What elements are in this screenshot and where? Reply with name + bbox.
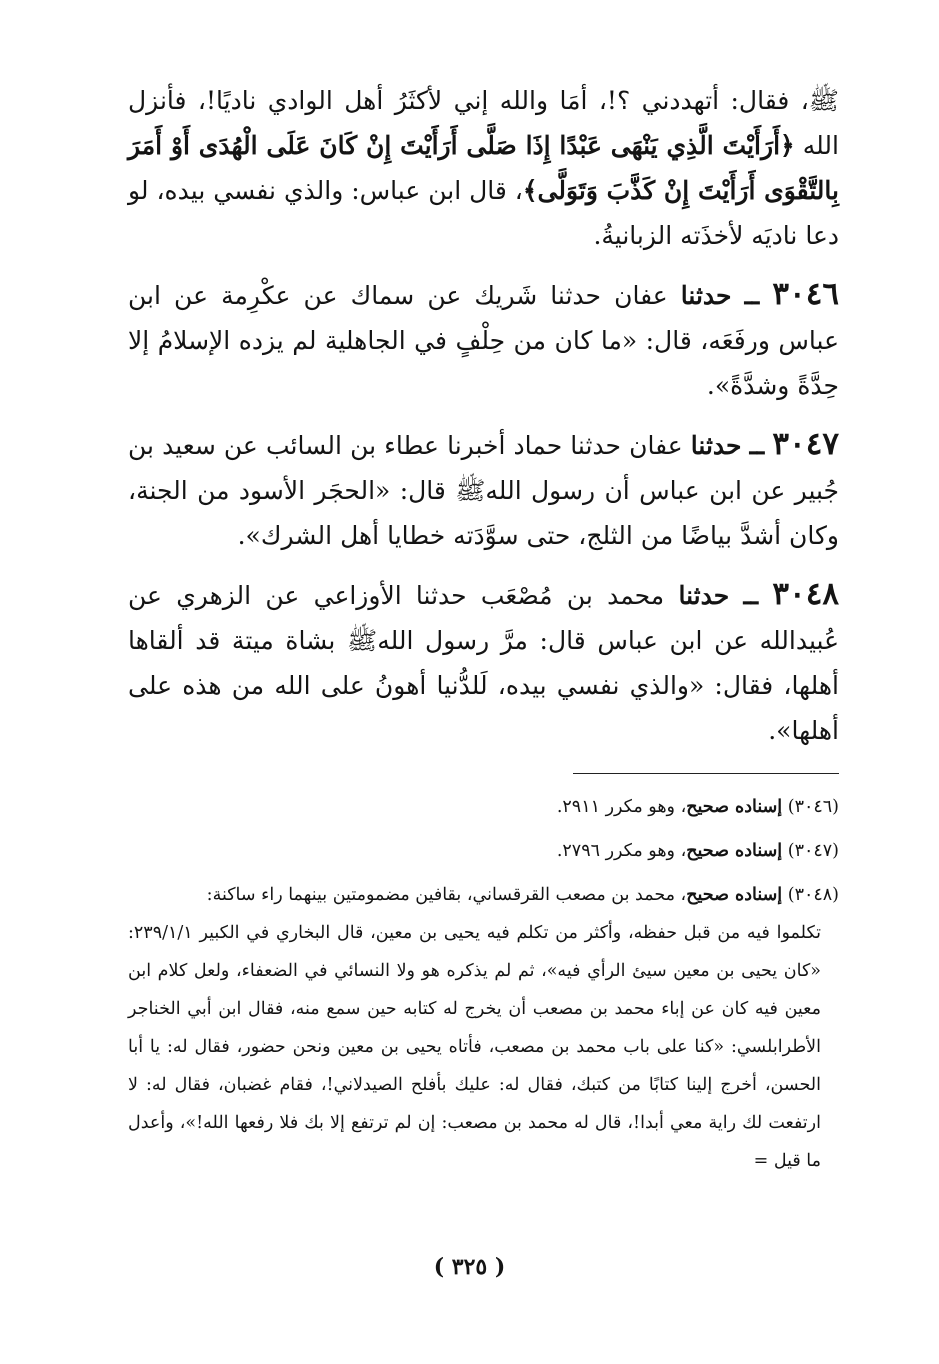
footnote-3048 [128,876,839,914]
hadith-dash: ــ [749,431,765,460]
hadith-keyword: حدثنا [680,281,732,310]
footnotes [128,788,839,1180]
page-number: ( ٣٢٥ ) [433,1254,506,1280]
intro-text-b: ، قال ابن عباس: والذي نفسي بيده، لو دعا ناديَه لأخذَته الزبانيةُ. [128,176,839,250]
hadith-text: عفان حدثنا شَريك عن سماك عن عكْرِمة عن ابن عباس ورفَعَه، قال: «ما كان من حِلْفٍ في الجاهلية لم يزده الإسلامُ إلا حِدَّةً وشدَّةً». [128,281,839,400]
quran-verse: ﴿أَرَأَيْتَ الَّذِي يَنْهَى عَبْدًا إِذَا صَلَّى أَرَأَيْتَ إِنْ كَانَ عَلَى الْهُدَى أَوْ أَمَرَ بِالتَّقْوَى أَرَأَيْتَ إِنْ كَذَّبَ وَتَوَلَّى﴾ [128,131,839,205]
hadith-keyword: حدثنا [678,581,730,610]
footnote-3046 [128,788,839,826]
footnote-label: إسناده صحيح [686,885,783,905]
hadith-3048 [128,572,839,753]
hadith-dash: ــ [743,581,759,610]
hadith-number: ٣٠٤٨ [772,576,840,612]
footnote-ref: (٣٠٤٧) [787,841,839,861]
intro-text-a: ﷺ، فقال: أتهددني ؟!، أمَا والله إني لأكثَرُ أهل الوادي ناديًا!، فأنزل الله [128,86,839,160]
footnote-3047 [128,832,839,870]
footnote-text: ، وهو مكرر ٢٩١١. [556,797,687,817]
main-text [128,78,839,753]
footnote-ref: (٣٠٤٦) [787,797,839,817]
footnote-divider [573,773,839,774]
intro-paragraph [128,78,839,258]
hadith-3046 [128,272,839,408]
hadith-dash: ــ [744,281,760,310]
footnote-3048-continuation: تكلموا فيه من قبل حفظه، وأكثر من تكلم فيه يحيى بن معين، قال البخاري في الكبير ٢٣٩/١/١: «كان يحيى بن معين سيئ الرأي فيه»، ثم لم يذكره هو ولا النسائي في الضعفاء، ولعل كلام ابن معين فيه كان عن إباء محمد بن مصعب أن يخرج له كتابه حين سمع منه، فقال ابن أبي الخناجر الأطرابلسي: «كنا على باب محمد بن مصعب، فأتاه يحيى بن معين ونحن حضور، فقال له: يا أبا الحسن، أخرج إلينا كتابًا من كتبك، فقال له: عليك بأفلح الصيدلاني!، فقام غضبان، فقال له: لا ارتفعت لك راية معي أبدا!، قال له محمد بن مصعب: إن لم ترتفع إلا بك فلا رفعها الله!»، وأعدل ما قيل = [128,923,821,1171]
footnote-text: ، وهو مكرر ٢٧٩٦. [556,841,687,861]
hadith-number: ٣٠٤٦ [772,276,839,312]
footnote-label: إسناده صحيح [686,841,783,861]
footnote-ref: (٣٠٤٨) [787,885,839,905]
footnote-text: ، محمد بن مصعب القرقساني، بقافين مضمومتين بينهما راء ساكنة: [206,885,687,905]
hadith-text: محمد بن مُصْعَب حدثنا الأوزاعي عن الزهري عن عُبيدالله عن ابن عباس قال: مرَّ رسول اللهﷺ بشاة ميتة قد ألقاها أهلها، فقال: «والذي نفسي بيده، لَلدُّنيا أهونُ على الله من هذه على أهلها». [128,581,839,745]
hadith-text: عفان حدثنا حماد أخبرنا عطاء بن السائب عن سعيد بن جُبير عن ابن عباس أن رسول اللهﷺ قال: «الحجَر الأسود من الجنة، وكان أشدَّ بياضًا من الثلج، حتى سوَّدَته خطايا أهل الشرك». [128,431,839,550]
hadith-number: ٣٠٤٧ [772,426,839,462]
hadith-keyword: حدثنا [690,431,742,460]
footnote-label: إسناده صحيح [686,797,783,817]
hadith-3047 [128,422,839,558]
